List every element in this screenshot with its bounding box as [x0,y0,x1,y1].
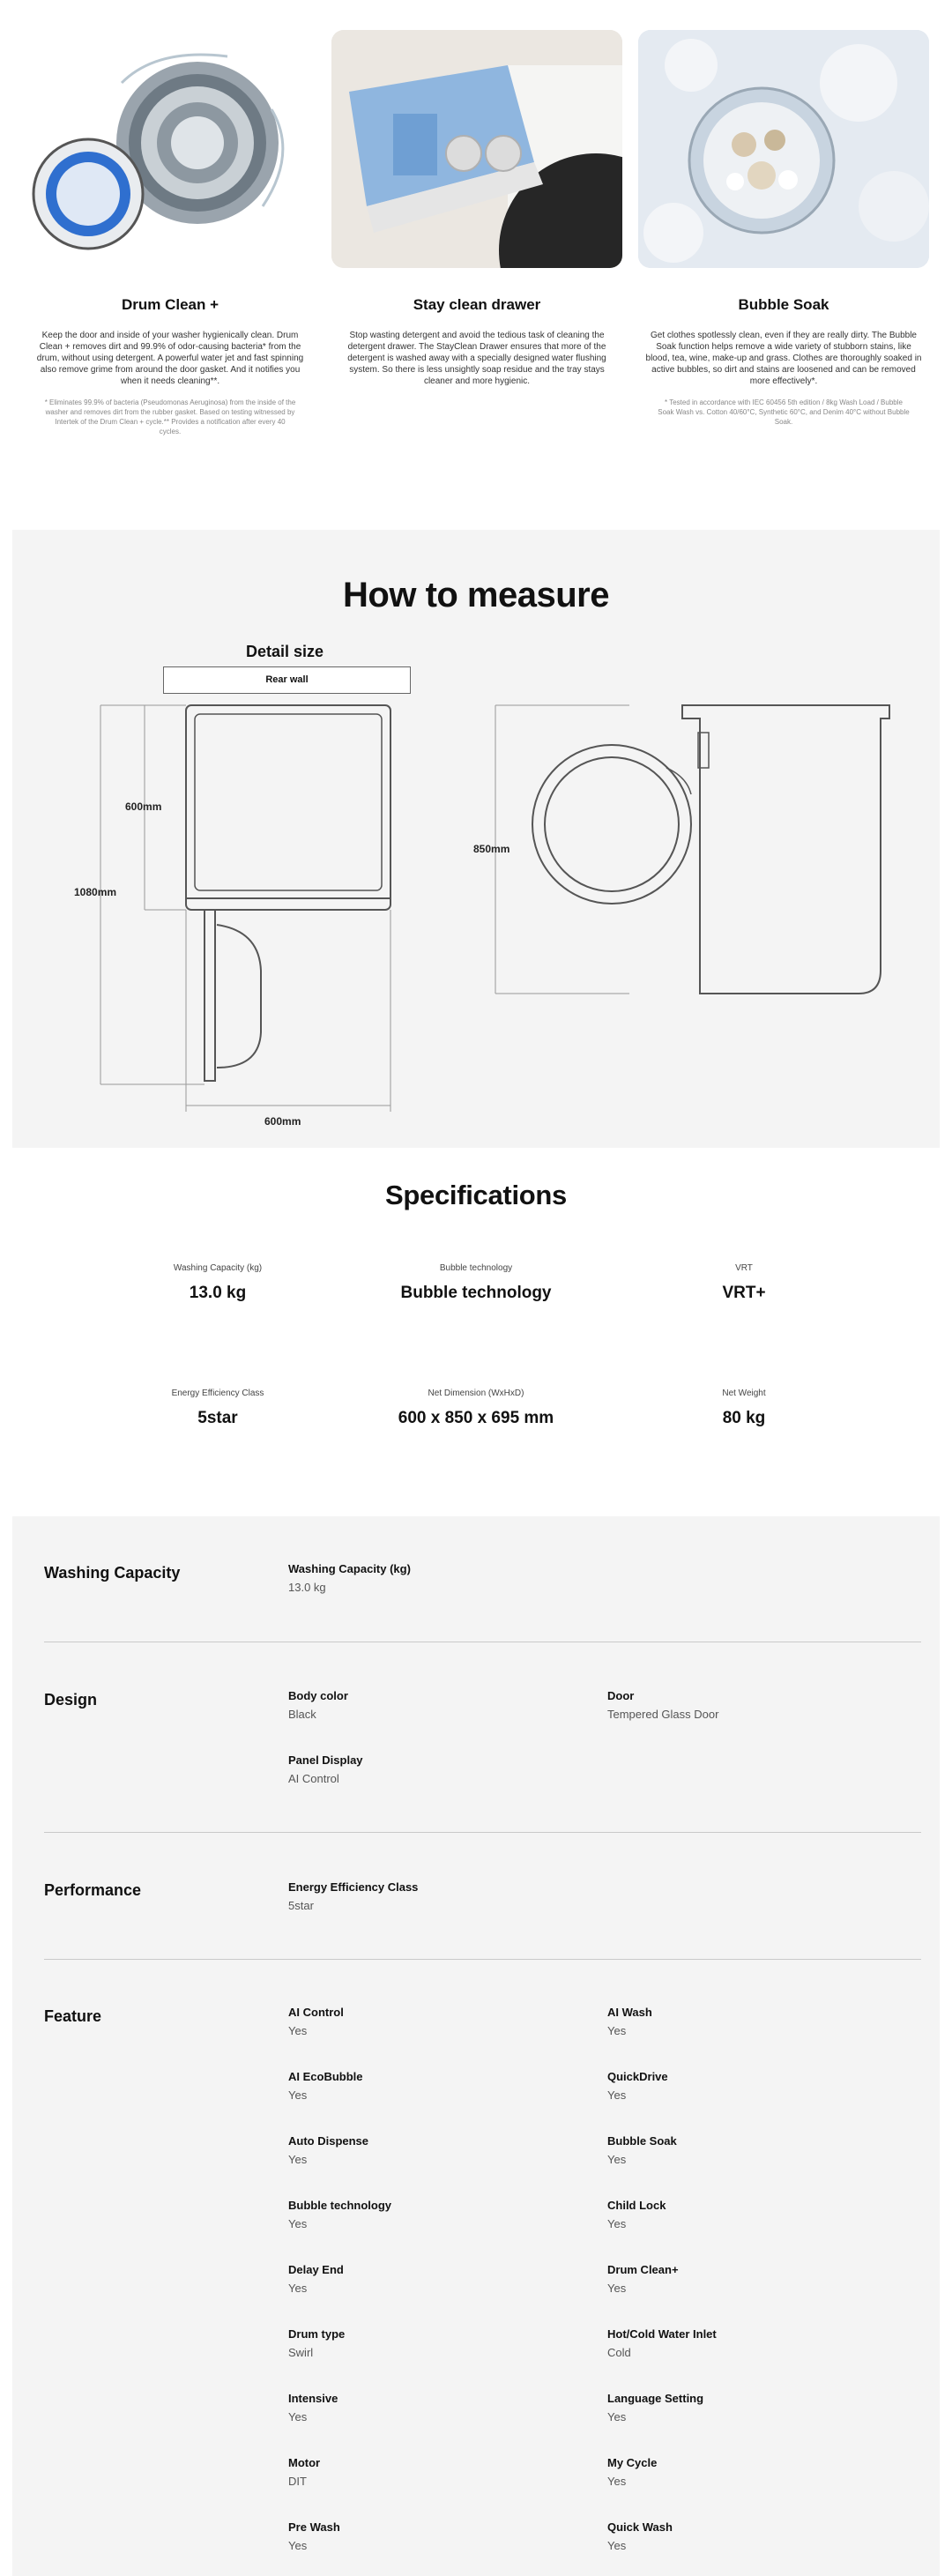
spec-item [288,1880,588,1912]
feature-card-bubble-soak [638,30,929,427]
spec-item [288,1689,588,1721]
spec-item-key: Language Setting [607,2392,704,2405]
spec-item-key: Washing Capacity (kg) [288,1562,411,1575]
spec-label: Net Weight [722,1389,766,1398]
spec-item-value: Black [288,1708,316,1721]
feature-cards-section [0,0,952,529]
spec-item-value: Yes [607,2539,627,2552]
spec-item [607,2199,907,2230]
spec-item [288,2006,588,2037]
spec-label: VRT [735,1263,753,1273]
specifications-title: Specifications [385,1180,567,1210]
spec-item-key: AI EcoBubble [288,2070,363,2083]
spec-item-value: Yes [607,2153,627,2166]
spec-label: Bubble technology [439,1263,513,1273]
spec-item [607,2520,907,2552]
spec-item-key: Child Lock [607,2199,666,2212]
spec-item [607,2134,907,2166]
bubble-soak-title: Bubble Soak [738,296,829,313]
spec-item-value: Swirl [288,2346,314,2359]
spec-item-value: Yes [607,2088,627,2102]
spec-item-value: Yes [288,2282,308,2295]
spec-label: Net Dimension (WxHxD) [428,1389,524,1398]
detailed-specs-section [12,1516,940,2576]
drum-clean-footnote: * Eliminates 99.9% of bacteria (Pseudomonas Aeruginosa) from the inside of the washer and removes dirt from the rubber gasket. Based on testing witnessed by Intertek of the Drum Clean + cycle.** Provides a notification after every 40 cycles. [44,398,296,436]
spec-item [607,2006,907,2037]
spec-item-key: Door [607,1689,635,1702]
spec-item-value: 5star [288,1899,314,1912]
spec-item-key: Hot/Cold Water Inlet [607,2327,717,2341]
feature-card-drum-clean [25,30,316,436]
spec-item [288,2520,588,2552]
spec-item-value: Yes [607,2217,627,2230]
rear-wall-label: Rear wall [163,666,411,694]
bubble-soak-footnote: * Tested in accordance with IEC 60456 5th edition / 8kg Wash Load / Bubble Soak Wash vs. Cotton 40/60°C, Synthetic 60°C, and Denim 40°C without Bubble Soak. [658,398,910,426]
spec-item [607,2327,907,2359]
section-title-design: Design [44,1691,98,1709]
spec-washing-capacity [68,1263,368,1303]
spec-item [288,2456,588,2488]
section-title-feature: Feature [44,2007,102,2025]
section-divider [44,1959,921,1960]
spec-label: Washing Capacity (kg) [173,1263,263,1273]
spec-item [288,2199,588,2230]
how-to-measure-section [12,530,940,1148]
spec-item-value: Yes [607,2024,627,2037]
spec-item [288,1562,588,1594]
spec-item [607,2263,907,2295]
spec-item-key: Quick Wash [607,2520,673,2534]
spec-label: Energy Efficiency Class [171,1389,264,1398]
spec-value: VRT+ [722,1284,766,1302]
spec-value: 5star [197,1409,238,1427]
spec-item-key: Drum type [288,2327,346,2341]
spec-item-key: Intensive [288,2392,338,2405]
width-dimension-label: 600mm [264,1115,301,1128]
spec-item-key: Body color [288,1689,348,1702]
spec-item-key: Energy Efficiency Class [288,1880,419,1894]
spec-item [288,1753,588,1785]
spec-net-weight [594,1389,894,1428]
spec-item-value: Yes [288,2539,308,2552]
stay-clean-drawer-title: Stay clean drawer [413,296,541,313]
spec-item-key: Auto Dispense [288,2134,369,2148]
how-to-measure-title: How to measure [343,576,609,614]
spec-item-key: AI Control [288,2006,344,2019]
spec-item-key: Drum Clean+ [607,2263,679,2276]
spec-item-value: 13.0 kg [288,1581,326,1594]
depth-dimension-label: 600mm [125,800,162,813]
spec-item [288,2070,588,2102]
spec-item-key: Motor [288,2456,321,2469]
spec-item-value: Cold [607,2346,631,2359]
specifications-section [0,1148,952,1516]
spec-item-key: Panel Display [288,1753,363,1767]
bubble-soak-description: Get clothes spotlessly clean, even if they are really dirty. The Bubble Soak function helps remove a wide variety of stubborn stains, like blood, tea, wine, make-up and grass. Clothes are thoroughly soaked in active bubbles, so dirt and stains are loosened and can be removed more effectively*. [645,331,922,386]
stay-clean-drawer-description: Stop wasting detergent and avoid the tedious task of cleaning the detergent drawer. The StayClean Drawer ensures that more of the detergent is washed away with a specially designed water flushing system. So there is less unsightly soap residue and the tray stays cleaner and more hygienic. [347,331,606,386]
spec-item [288,2327,588,2359]
spec-value: Bubble technology [400,1284,552,1302]
total-depth-dimension-label: 1080mm [74,886,117,898]
spec-item-value: Yes [288,2153,308,2166]
spec-item-value: Yes [288,2410,308,2423]
spec-net-dimension [326,1389,626,1428]
spec-item [288,2134,588,2166]
spec-energy-efficiency [68,1389,368,1428]
drum-clean-image [25,30,316,268]
spec-item-value: Yes [607,2410,627,2423]
spec-vrt [594,1263,894,1303]
spec-item [607,2456,907,2488]
spec-item-value: Yes [288,2217,308,2230]
spec-item-value: Yes [288,2088,308,2102]
drum-clean-title: Drum Clean + [121,296,219,313]
spec-item-key: Pre Wash [288,2520,340,2534]
spec-value: 13.0 kg [189,1284,247,1302]
spec-item-value: Yes [607,2475,627,2488]
spec-item-value: Yes [607,2282,627,2295]
spec-item [288,2263,588,2295]
section-title-washing-capacity: Washing Capacity [44,1564,181,1582]
spec-item-key: Delay End [288,2263,344,2276]
spec-item-key: My Cycle [607,2456,658,2469]
spec-value: 600 x 850 x 695 mm [398,1409,554,1427]
spec-item-key: Bubble technology [288,2199,391,2212]
height-dimension-label: 850mm [473,843,510,855]
spec-item-value: DIT [288,2475,307,2488]
section-divider [44,1832,921,1833]
spec-value: 80 kg [722,1409,766,1427]
spec-item-value: Yes [288,2024,308,2037]
spec-item-key: Bubble Soak [607,2134,677,2148]
spec-item [607,2392,907,2423]
spec-item-value: Tempered Glass Door [607,1708,719,1721]
detail-size-label: Detail size [246,643,324,660]
spec-item-key: QuickDrive [607,2070,668,2083]
stay-clean-drawer-image [331,30,622,268]
spec-item-key: AI Wash [607,2006,652,2019]
spec-item-value: AI Control [288,1772,339,1785]
bubble-soak-image [638,30,929,268]
measure-diagram [12,530,940,1148]
section-title-performance: Performance [44,1881,142,1899]
feature-card-stay-clean-drawer [331,30,622,387]
spec-bubble-technology [326,1263,626,1303]
drum-clean-description: Keep the door and inside of your washer hygienically clean. Drum Clean + removes dirt and 99.9% of odor-causing bacteria* from the drum, without using detergent. A powerful water jet and fast spinning also remove grime from around the door gasket. And it notifies you when it needs cleaning**. [36,331,304,386]
spec-item [607,2070,907,2102]
spec-item [288,2392,588,2423]
spec-item [607,1689,907,1721]
